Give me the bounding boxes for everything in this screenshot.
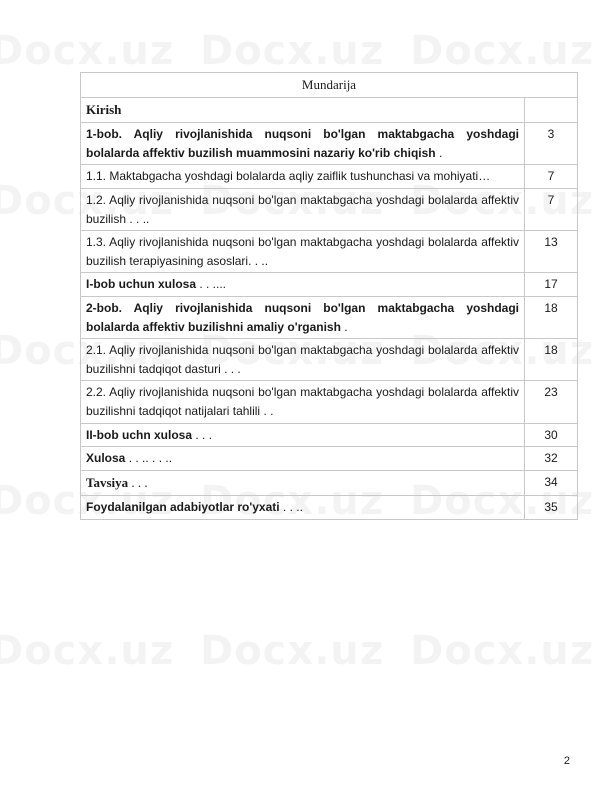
toc-entry-dots: . . .. (282, 499, 303, 514)
toc-entry-page: 3 (525, 123, 578, 165)
toc-entry-dots: . . . (131, 474, 148, 490)
toc-entry-dots: . . .. . . .. (128, 451, 173, 466)
toc-entry (81, 447, 525, 471)
toc-entry-text: 1.2. Aqliy rivojlanishida nuqsoni bo'lgan maktabgacha yoshdagi bolalarda affektiv buzilish (86, 193, 519, 226)
toc-row (81, 470, 578, 495)
table-of-contents (80, 72, 578, 520)
watermark-text (410, 28, 594, 74)
toc-row (81, 231, 578, 273)
toc-entry-dots: . . .. (129, 211, 150, 226)
toc-entry-dots: . . (263, 404, 274, 418)
toc-entry-page: 32 (525, 447, 578, 471)
toc-entry (81, 423, 525, 447)
toc-row (81, 165, 578, 189)
toc-entry (81, 189, 525, 231)
toc-entry-text: Foydalanilgan adabiyotlar ro'yxati (86, 499, 280, 514)
watermark-text (200, 628, 384, 674)
toc-title: Mundarija (81, 73, 578, 98)
toc-row (81, 339, 578, 381)
toc-entry-text: 1.3. Aqliy rivojlanishida nuqsoni bo'lgan maktabgacha yoshdagi bolalarda affektiv buzilish terapiyasining asoslari. (86, 235, 519, 268)
toc-entry-text: 1-bob. Aqliy rivojlanishida nuqsoni bo'lgan maktabgacha yoshdagi bolalarda affektiv buzilish muammosini nazariy ko'rib chiqish (86, 127, 519, 160)
toc-entry-dots: . . . (224, 361, 241, 376)
toc-row (81, 495, 578, 519)
toc-row (81, 189, 578, 231)
toc-row (81, 423, 578, 447)
toc-entry (81, 381, 525, 423)
watermark-text (410, 628, 594, 674)
toc-entry-dots: . . . (195, 427, 213, 442)
toc-entry-dots: . (344, 319, 348, 334)
toc-entry-text: Xulosa (86, 451, 126, 466)
toc-entry (81, 495, 525, 519)
toc-entry (81, 339, 525, 381)
toc-row (81, 98, 578, 123)
toc-entry-page: 23 (525, 381, 578, 423)
toc-entry (81, 231, 525, 273)
toc-entry-text: Tavsiya (86, 474, 129, 490)
toc-entry-dots: . (438, 145, 443, 160)
toc-entry (81, 470, 525, 495)
toc-header-row (81, 73, 578, 98)
toc-entry (81, 297, 525, 339)
toc-entry-text: I-bob uchun xulosa (86, 277, 196, 292)
toc-entry-text: 2-bob. Aqliy rivojlanishida nuqsoni bo'lgan maktabgacha yoshdagi bolalarda affektiv buzilishni amaliy o'rganish (86, 301, 519, 334)
toc-row (81, 123, 578, 165)
toc-entry-page: 7 (525, 165, 578, 189)
toc-entry-dots: . . .... (199, 277, 227, 292)
toc-entry-page: 17 (525, 273, 578, 297)
toc-row (81, 447, 578, 471)
watermark-text (200, 28, 384, 74)
toc-entry-text: II-bob uchn xulosa (86, 427, 193, 442)
toc-entry-text: 1.1. Maktabgacha yoshdagi bolalarda aqliy zaiflik tushunchasi va mohiyati… (86, 169, 491, 184)
toc-entry (81, 165, 525, 189)
toc-entry-page: 18 (525, 339, 578, 381)
toc-entry-text: 2.2. Aqliy rivojlanishida nuqsoni bo'lgan maktabgacha yoshdagi bolalarda affektiv buzilishni tadqiqot natijalari tahlili (86, 385, 519, 418)
toc-entry (81, 123, 525, 165)
toc-entry-page: 13 (525, 231, 578, 273)
toc-entry-dots: . .. (254, 253, 269, 268)
toc-entry-page: 35 (525, 495, 578, 519)
toc-entry-page: 30 (525, 423, 578, 447)
toc-row (81, 273, 578, 297)
page-number: 2 (563, 755, 570, 767)
watermark-text (0, 28, 174, 74)
toc-entry-text: 2.1. Aqliy rivojlanishida nuqsoni bo'lgan maktabgacha yoshdagi bolalarda affektiv buzilishni tadqiqot dasturi (86, 343, 519, 376)
toc-entry-page: 7 (525, 189, 578, 231)
toc-entry-page: 18 (525, 297, 578, 339)
toc-row (81, 297, 578, 339)
watermark-text (0, 628, 174, 674)
toc-row (81, 381, 578, 423)
toc-entry-page: 34 (525, 470, 578, 495)
toc-entry-page (525, 98, 578, 123)
toc-entry (81, 273, 525, 297)
toc-entry-text: Kirish (81, 98, 525, 123)
